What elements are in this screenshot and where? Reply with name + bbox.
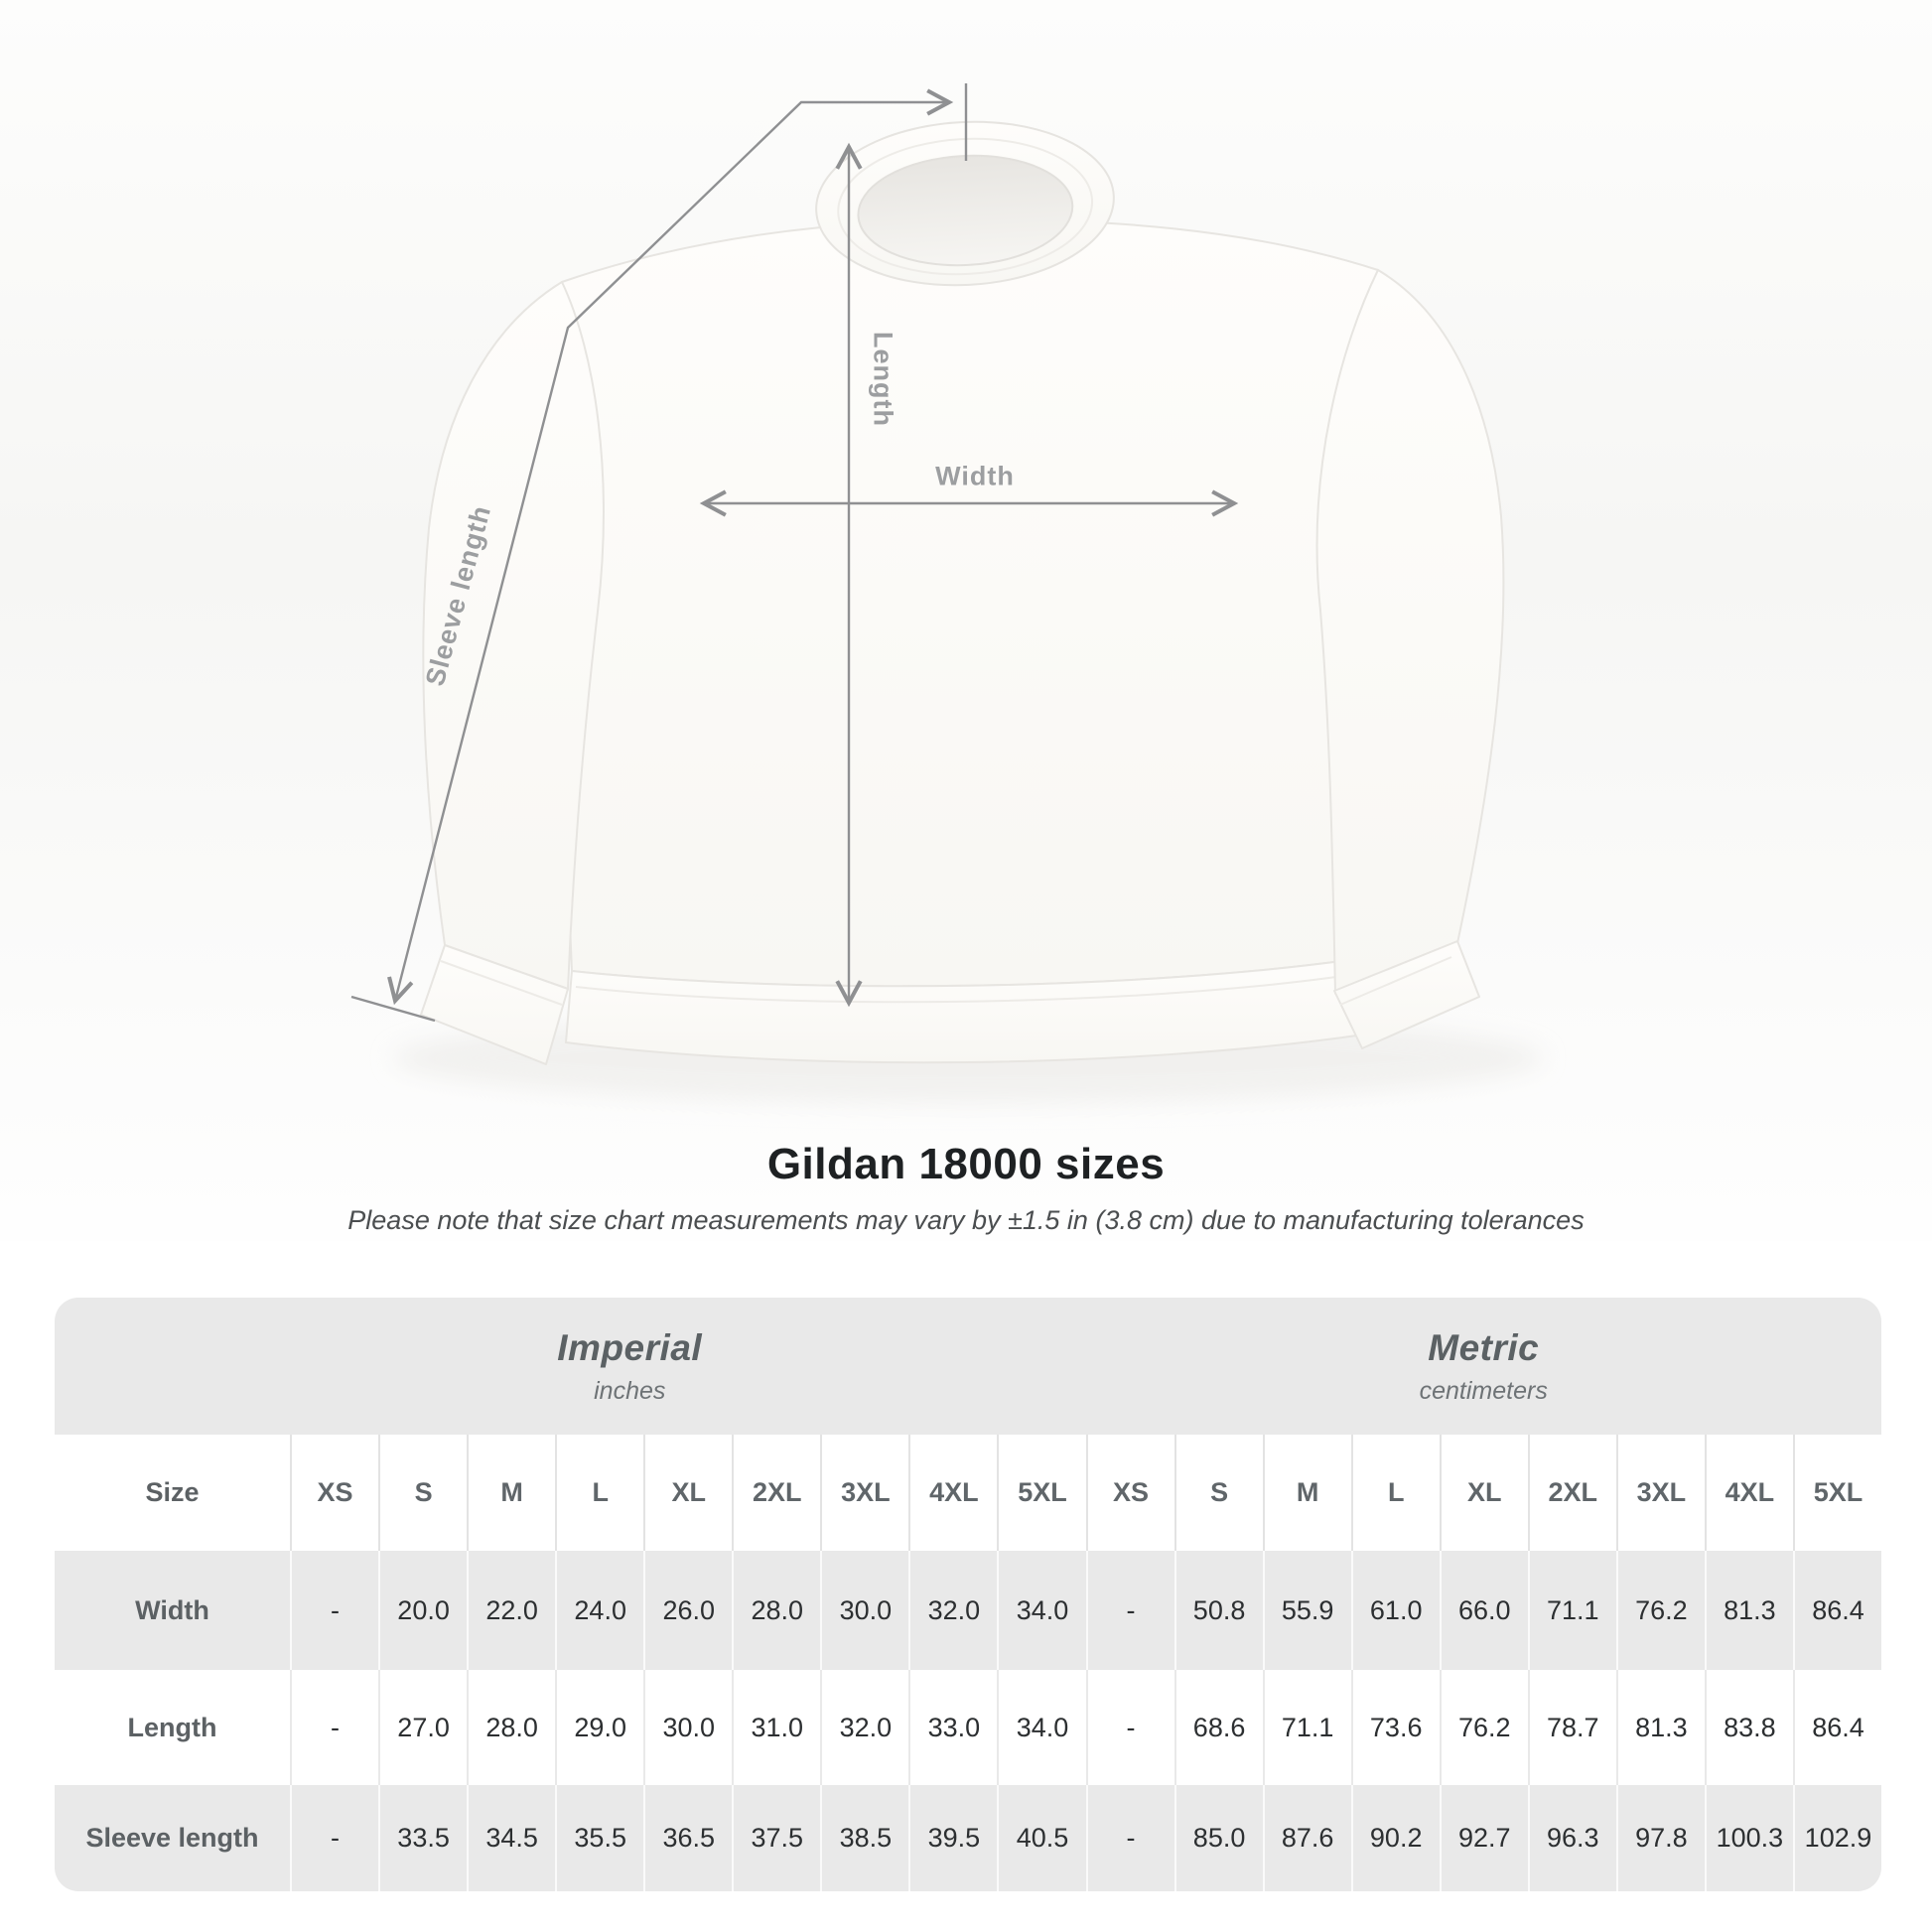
table-cell: 71.1: [1263, 1670, 1351, 1785]
sleeve-dimension-label: Sleeve length: [419, 501, 497, 690]
table-cell: 86.4: [1793, 1670, 1881, 1785]
table-cell: 90.2: [1351, 1785, 1440, 1891]
table-cell: 33.5: [378, 1785, 467, 1891]
table-cell: 78.7: [1528, 1670, 1616, 1785]
table-cell: 76.2: [1440, 1670, 1528, 1785]
table-cell: 30.0: [820, 1551, 908, 1670]
table-cell: 39.5: [908, 1785, 997, 1891]
table-cell: 22.0: [467, 1551, 555, 1670]
table-cell: 34.0: [997, 1670, 1085, 1785]
size-header: XS: [1086, 1435, 1174, 1551]
table-cell: 32.0: [908, 1551, 997, 1670]
table-cell: -: [290, 1551, 378, 1670]
size-header: M: [467, 1435, 555, 1551]
table-cell: 87.6: [1263, 1785, 1351, 1891]
length-dimension-label: Length: [868, 332, 898, 427]
table-cell: 20.0: [378, 1551, 467, 1670]
table-cell: 50.8: [1174, 1551, 1263, 1670]
table-cell: 32.0: [820, 1670, 908, 1785]
table-cell: 97.8: [1616, 1785, 1705, 1891]
sweatshirt-body: [560, 220, 1384, 987]
size-header: L: [555, 1435, 643, 1551]
row-label: Length: [127, 1712, 217, 1742]
table-cell: -: [1086, 1670, 1174, 1785]
table-cell: 27.0: [378, 1670, 467, 1785]
size-header: 4XL: [908, 1435, 997, 1551]
table-cell: -: [290, 1785, 378, 1891]
size-header: L: [1351, 1435, 1440, 1551]
metric-label: Metric: [1428, 1326, 1540, 1368]
metric-header: [1085, 1298, 1881, 1435]
row-label: Sleeve length: [85, 1823, 259, 1853]
table-cell: 24.0: [555, 1551, 643, 1670]
table-cell: 81.3: [1616, 1670, 1705, 1785]
size-header: S: [378, 1435, 467, 1551]
size-header: 3XL: [1616, 1435, 1705, 1551]
table-cell: 71.1: [1528, 1551, 1616, 1670]
size-table: [55, 1298, 1881, 1891]
table-cell: 35.5: [555, 1785, 643, 1891]
size-header: 3XL: [820, 1435, 908, 1551]
table-cell: 26.0: [643, 1551, 732, 1670]
size-header: 5XL: [1793, 1435, 1881, 1551]
imperial-label: Imperial: [557, 1326, 703, 1368]
size-header: XL: [643, 1435, 732, 1551]
table-cell: 73.6: [1351, 1670, 1440, 1785]
width-dimension-label: Width: [935, 461, 1015, 491]
unit-header-row: [55, 1298, 1881, 1435]
table-cell: 61.0: [1351, 1551, 1440, 1670]
table-cell: 40.5: [997, 1785, 1085, 1891]
table-row-length: [55, 1670, 1881, 1785]
metric-units: centimeters: [1419, 1376, 1548, 1405]
page-title: Gildan 18000 sizes: [766, 1140, 1166, 1188]
table-cell: 81.3: [1705, 1551, 1793, 1670]
table-cell: -: [1086, 1785, 1174, 1891]
table-cell: 102.9: [1793, 1785, 1881, 1891]
table-cell: 34.5: [467, 1785, 555, 1891]
size-header: S: [1174, 1435, 1263, 1551]
table-cell: 96.3: [1528, 1785, 1616, 1891]
size-header-row: [55, 1435, 1881, 1551]
table-row-width: [55, 1551, 1881, 1670]
imperial-header: [55, 1298, 1085, 1435]
table-cell: 34.0: [997, 1551, 1085, 1670]
table-cell: 83.8: [1705, 1670, 1793, 1785]
size-header: 5XL: [997, 1435, 1085, 1551]
table-cell: 68.6: [1174, 1670, 1263, 1785]
table-cell: 30.0: [643, 1670, 732, 1785]
table-cell: 86.4: [1793, 1551, 1881, 1670]
table-cell: 76.2: [1616, 1551, 1705, 1670]
table-cell: 33.0: [908, 1670, 997, 1785]
table-cell: 37.5: [732, 1785, 820, 1891]
table-cell: 55.9: [1263, 1551, 1351, 1670]
table-cell: 28.0: [467, 1670, 555, 1785]
table-cell: 36.5: [643, 1785, 732, 1891]
size-header: 2XL: [732, 1435, 820, 1551]
table-cell: 100.3: [1705, 1785, 1793, 1891]
size-header: M: [1263, 1435, 1351, 1551]
table-cell: 31.0: [732, 1670, 820, 1785]
size-header: XS: [290, 1435, 378, 1551]
table-cell: 28.0: [732, 1551, 820, 1670]
table-cell: 85.0: [1174, 1785, 1263, 1891]
row-label: Width: [135, 1594, 209, 1625]
size-column-header: Size: [145, 1477, 200, 1507]
table-cell: 38.5: [820, 1785, 908, 1891]
size-header: XL: [1440, 1435, 1528, 1551]
size-header: 2XL: [1528, 1435, 1616, 1551]
table-cell: 92.7: [1440, 1785, 1528, 1891]
tolerance-note: Please note that size chart measurements may vary by ±1.5 in (3.8 cm) due to manufacturing tolerances: [347, 1205, 1585, 1235]
size-header: 4XL: [1705, 1435, 1793, 1551]
table-cell: -: [1086, 1551, 1174, 1670]
imperial-units: inches: [594, 1376, 666, 1405]
table-cell: 66.0: [1440, 1551, 1528, 1670]
table-row-sleeve-length: [55, 1785, 1881, 1891]
table-cell: 29.0: [555, 1670, 643, 1785]
title-block: [0, 1140, 1932, 1236]
table-cell: -: [290, 1670, 378, 1785]
